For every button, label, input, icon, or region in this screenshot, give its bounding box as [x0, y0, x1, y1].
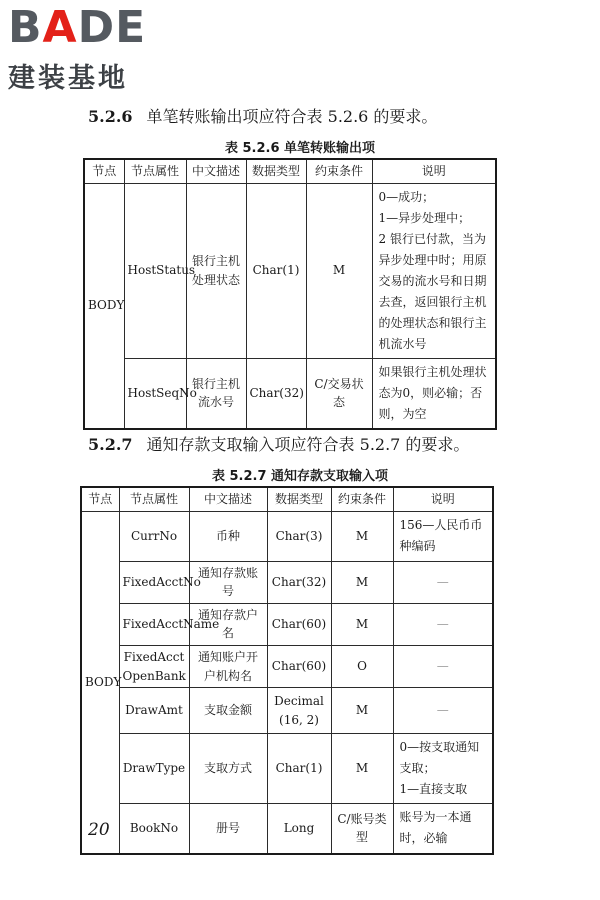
- constraint-cell: M: [331, 561, 393, 603]
- node-attribute-cell: CurrNo: [119, 511, 189, 561]
- node-cell: BODY: [84, 183, 124, 429]
- node-attribute-cell: HostStatus: [124, 183, 186, 358]
- column-header: 节点属性: [119, 487, 189, 511]
- note-line: 1—直接支取: [399, 782, 468, 797]
- chinese-description-cell: 币种: [189, 511, 267, 561]
- note-line: —: [436, 617, 449, 632]
- constraint-cell: O: [331, 645, 393, 687]
- note-line: 账号为一本通时，必输: [399, 810, 472, 846]
- note-cell: [393, 561, 493, 603]
- note-cell: [393, 734, 493, 804]
- column-header: 中文描述: [186, 159, 246, 183]
- constraint-cell: M: [306, 183, 372, 358]
- chinese-description-cell: 册号: [189, 804, 267, 854]
- table-row: [81, 804, 493, 854]
- table-row: [81, 511, 493, 561]
- note-line: —: [436, 659, 449, 674]
- table-header-row: [84, 159, 496, 183]
- node-attribute-cell: FixedAcct OpenBank: [119, 645, 189, 687]
- constraint-cell: M: [331, 603, 393, 645]
- column-header: 说明: [372, 159, 496, 183]
- column-header: 节点: [84, 159, 124, 183]
- constraint-cell: M: [331, 688, 393, 734]
- node-attribute-cell: FixedAcctNo: [119, 561, 189, 603]
- data-type-cell: Char(60): [267, 603, 331, 645]
- chinese-description-cell: 银行主机处理状态: [186, 183, 246, 358]
- section-text: 单笔转账输出项应符合表 5.2.6 的要求。: [146, 107, 438, 126]
- chinese-description-cell: 银行主机流水号: [186, 358, 246, 429]
- data-type-cell: Char(3): [267, 511, 331, 561]
- data-type-cell: Char(32): [246, 358, 306, 429]
- output-table: [83, 158, 497, 430]
- note-cell: [393, 603, 493, 645]
- note-cell: [372, 183, 496, 358]
- note-cell: [393, 511, 493, 561]
- section-text: 通知存款支取输入项应符合表 5.2.7 的要求。: [146, 435, 470, 454]
- note-cell: [393, 804, 493, 854]
- section-heading-5-2-6: [88, 104, 437, 127]
- constraint-cell: M: [331, 511, 393, 561]
- node-attribute-cell: DrawType: [119, 734, 189, 804]
- note-cell: [372, 358, 496, 429]
- data-type-cell: Long: [267, 804, 331, 854]
- column-header: 数据类型: [267, 487, 331, 511]
- node-attribute-cell: HostSeqNo: [124, 358, 186, 429]
- chinese-description-cell: 支取方式: [189, 734, 267, 804]
- chinese-description-cell: 通知账户开户机构名: [189, 645, 267, 687]
- constraint-cell: C/交易状态: [306, 358, 372, 429]
- column-header: 中文描述: [189, 487, 267, 511]
- table-row: [81, 645, 493, 687]
- table-row: [81, 561, 493, 603]
- table-row: [81, 603, 493, 645]
- logo-subtitle: 建装基地: [8, 63, 128, 94]
- column-header: 约束条件: [331, 487, 393, 511]
- data-type-cell: Char(1): [267, 734, 331, 804]
- column-header: 节点属性: [124, 159, 186, 183]
- column-header: 约束条件: [306, 159, 372, 183]
- note-line: —: [436, 574, 449, 589]
- note-line: 0—按支取通知支取；: [399, 740, 480, 776]
- section-number: 5.2.7: [88, 435, 133, 454]
- node-attribute-cell: DrawAmt: [119, 688, 189, 734]
- section-heading-5-2-7: [88, 432, 469, 455]
- node-attribute-cell: BookNo: [119, 804, 189, 854]
- data-type-cell: Char(1): [246, 183, 306, 358]
- note-cell: [393, 688, 493, 734]
- constraint-cell: M: [331, 734, 393, 804]
- table-caption: 表 5.2.7 通知存款支取输入项: [211, 469, 389, 484]
- column-header: 数据类型: [246, 159, 306, 183]
- note-line: 如果银行主机处理状态为0，则必输；否则，为空: [378, 364, 487, 421]
- chinese-description-cell: 支取金额: [189, 688, 267, 734]
- node-attribute-cell: FixedAcctName: [119, 603, 189, 645]
- note-line: —: [436, 703, 449, 718]
- bade-logo: [8, 2, 178, 95]
- note-line: 0—成功；: [378, 189, 435, 204]
- logo-wordmark: BADE: [8, 2, 147, 53]
- note-line: 2 银行已付款，当为异步处理中时；用原交易的流水号和日期去查，返回银行主机的处理状态和银行主机流水号: [378, 231, 487, 351]
- table-row: [84, 358, 496, 429]
- column-header: 说明: [393, 487, 493, 511]
- data-type-cell: Char(32): [267, 561, 331, 603]
- table-caption: 表 5.2.6 单笔转账输出项: [224, 141, 376, 156]
- column-header: 节点: [81, 487, 119, 511]
- chinese-description-cell: 通知存款户名: [189, 603, 267, 645]
- chinese-description-cell: 通知存款账号: [189, 561, 267, 603]
- node-cell: BODY: [81, 511, 119, 854]
- note-line: 1—异步处理中；: [378, 210, 471, 225]
- page-number: 20: [88, 820, 110, 840]
- input-table: [80, 486, 494, 855]
- table-row: [81, 734, 493, 804]
- note-line: 156—人民币币种编码: [399, 518, 483, 554]
- data-type-cell: Decimal (16, 2): [267, 688, 331, 734]
- table-row: [84, 183, 496, 358]
- note-cell: [393, 645, 493, 687]
- data-type-cell: Char(60): [267, 645, 331, 687]
- table-row: [81, 688, 493, 734]
- section-number: 5.2.6: [88, 107, 133, 126]
- constraint-cell: C/账号类型: [331, 804, 393, 854]
- table-header-row: [81, 487, 493, 511]
